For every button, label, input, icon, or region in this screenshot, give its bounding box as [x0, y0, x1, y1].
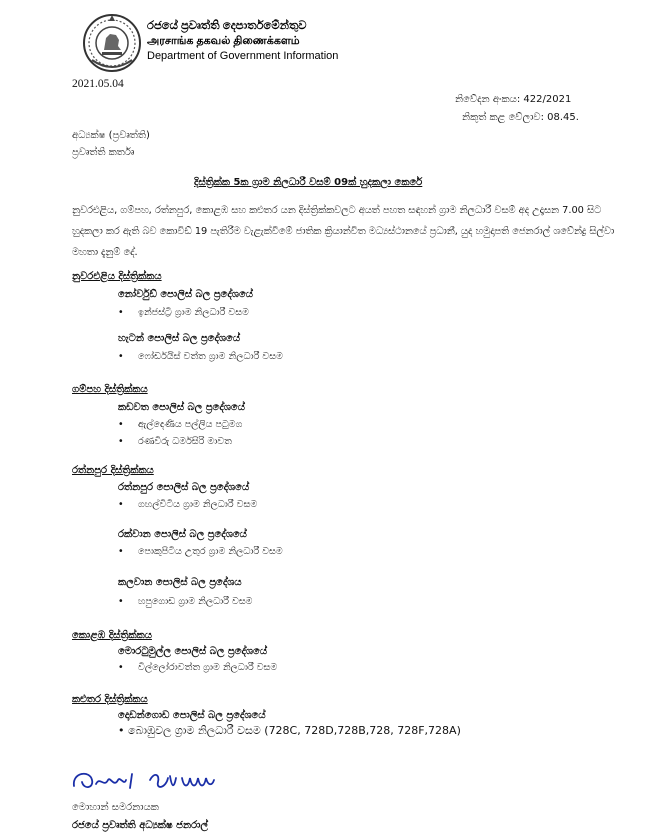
header-sinhala: රජයේ ප්‍රවෘත්ති දෙපාර්තමේන්තුව — [147, 20, 307, 32]
list-item: • රණවිරු ධර්මසිරි මාවත — [118, 436, 232, 447]
issued-time: නිකුත් කළ වේලාව: 08.45. — [462, 112, 579, 123]
list-item: • ෆෝර්ඩයිස් වත්ත ග්‍රාම නිලධාරී වසම — [118, 351, 283, 362]
gn-division: ඇල්දෙණිය පල්ලිය පටුමග — [138, 419, 243, 430]
page-title: දිස්ත්‍රික්ක 5ක ග්‍රාම නිලධාරී වසම් 09ක් හුදකලා කෙරේ — [194, 177, 423, 188]
release-number: නිවේදන අංකය: 422/2021 — [455, 94, 572, 105]
police-area: නෝර්වුඩ් පොලිස් බල ප්‍රදේශයේ — [118, 289, 253, 300]
list-item: • විල්ලෝරාවත්ත ග්‍රාම නිලධාරී වසම — [118, 662, 278, 673]
sri-lanka-emblem-icon — [82, 12, 142, 74]
list-item: • පොකුපිටිය උතුර ග්‍රාම නිලධාරී වසම — [118, 546, 283, 557]
gn-division: පොකුපිටිය උතුර ග්‍රාම නිලධාරී වසම — [138, 546, 283, 557]
police-area: කලවාන පොලිස් බල ප්‍රදේශය — [118, 577, 242, 588]
list-item: • ඇල්දෙණිය පල්ලිය පටුමග — [118, 419, 243, 430]
police-area: රත්නපුර පොලිස් බල ප්‍රදේශයේ — [118, 482, 250, 493]
police-area: මොරටුමුල්ල පොලිස් බල ප්‍රදේශයේ — [118, 646, 268, 657]
signatory-name: මොහාන් සමරනායක — [72, 802, 159, 813]
gn-division: ඉන්ජස්ට්‍රි ග්‍රාම නිලධාරී වසම — [138, 307, 249, 318]
gn-division: බොඹුවල ග්‍රාම නිලධාරී වසම (728C, 728D,728B,728, 728F,728A) — [128, 724, 461, 737]
district-heading: රත්නපුර දිස්ත්‍රික්කය — [72, 465, 154, 476]
list-item: • ගහල්විටිය ග්‍රාම නිලධාරී වසම — [118, 499, 258, 510]
body-paragraph: නුවරඑළිය, ගම්පහ, රත්නපුර, කොළඹ සහ කළුතර යන දිස්ත්‍රික්කවලට අයත් පහත සඳහන් ග්‍රාම නිලධාරී වසම් අද උදෑසන 7.00 සිට හුදකලා කර ඇති බව කොවිඩ් 19 පැතිරීම වැළැක්වීමේ ජාතික ක්‍රියාන්විත මධ්‍යස්ථානයේ ප්‍රධානී, යුද හමුදාපති ජෙනරාල් ශවේන්ද්‍ර සිල්වා මහතා දැනුම් දේ. — [72, 205, 615, 258]
district-heading: කළුතර දිස්ත්‍රික්කය — [72, 694, 148, 705]
handwritten-signature — [70, 766, 270, 798]
list-item: • හපුගොඩ ග්‍රාම නිලධාරී වසම — [118, 596, 253, 607]
addressee-line2: ප්‍රවෘත්ති කර්තෘ — [72, 147, 135, 158]
police-area: හැටන් පොලිස් බල ප්‍රදේශයේ — [118, 333, 241, 344]
document-date: 2021.05.04 — [72, 78, 124, 90]
district-heading: නුවරඑළිය දිස්ත්‍රික්කය — [72, 271, 162, 282]
district-heading: ගම්පහ දිස්ත්‍රික්කය — [72, 384, 148, 395]
list-item: • ඉන්ජස්ට්‍රි ග්‍රාම නිලධාරී වසම — [118, 307, 249, 318]
gn-division: ගහල්විටිය ග්‍රාම නිලධාරී වසම — [138, 499, 258, 510]
gn-division: රණවිරු ධර්මසිරි මාවත — [138, 436, 232, 447]
addressee-line1: අධ්‍යක්ෂ (ප්‍රවෘත්ති) — [72, 130, 150, 141]
district-heading: කොළඹ දිස්ත්‍රික්කය — [72, 630, 152, 641]
police-area: කඩවත පොලිස් බල ප්‍රදේශයේ — [118, 402, 245, 413]
header-english: Department of Government Information — [147, 50, 339, 62]
police-area: දොඩන්ගොඩ පොලිස් බල ප්‍රදේශයේ — [118, 710, 266, 721]
police-area: රක්වාන පොලිස් බල ප්‍රදේශයේ — [118, 529, 247, 540]
gn-division: විල්ලෝරාවත්ත ග්‍රාම නිලධාරී වසම — [138, 662, 278, 673]
gn-division: ෆෝර්ඩයිස් වත්ත ග්‍රාම නිලධාරී වසම — [138, 351, 283, 362]
signatory-title: රජයේ ප්‍රවෘත්ති අධ්‍යක්ෂ ජනරාල් — [72, 820, 209, 831]
list-item: • බොඹුවල ග්‍රාම නිලධාරී වසම (728C, 728D,728B,728, 728F,728A) — [118, 724, 461, 737]
header-tamil: அரசாங்க தகவல் திணைக்களம் — [147, 35, 300, 47]
gn-division: හපුගොඩ ග්‍රාම නිලධාරී වසම — [138, 596, 253, 607]
